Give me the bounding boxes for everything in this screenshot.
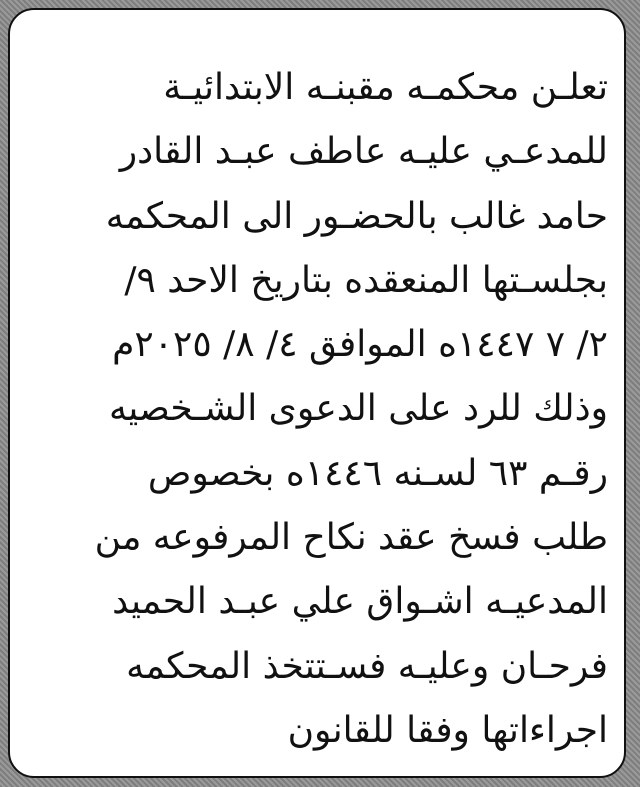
- notice-line: طلب فسخ عقد نكاح المرفوعه من: [94, 517, 608, 559]
- notice-line: اجراءاتها وفقا للقانون: [287, 709, 608, 751]
- notice-line: رقـم ٦٣ لسـنه ١٤٤٦ه بخصوص: [147, 452, 608, 494]
- notice-line: حامد غالب بالحضـور الى المحكمه: [105, 195, 608, 237]
- notice-card: [8, 8, 626, 778]
- notice-line: بجلسـتها المنعقده بتاريخ الاحد ٩/: [124, 259, 608, 301]
- notice-line: وذلك للرد على الدعوى الشـخصيه: [108, 388, 608, 430]
- notice-line: المدعيـه اشـواق علي عبـد الحميد: [112, 581, 608, 623]
- notice-text: [10, 56, 628, 763]
- notice-line: فرحـان وعليـه فسـتتخذ المحكمه: [126, 645, 608, 687]
- notice-line: للمدعـي عليـه عاطف عبـد القادر: [119, 131, 608, 173]
- notice-line: تعلـن محكمـه مقبنـه الابتدائيـة: [163, 67, 608, 108]
- notice-line: ٢/ ٧ ١٤٤٧ه الموافق ٤/ ٨/ ٢٠٢٥م: [112, 324, 608, 366]
